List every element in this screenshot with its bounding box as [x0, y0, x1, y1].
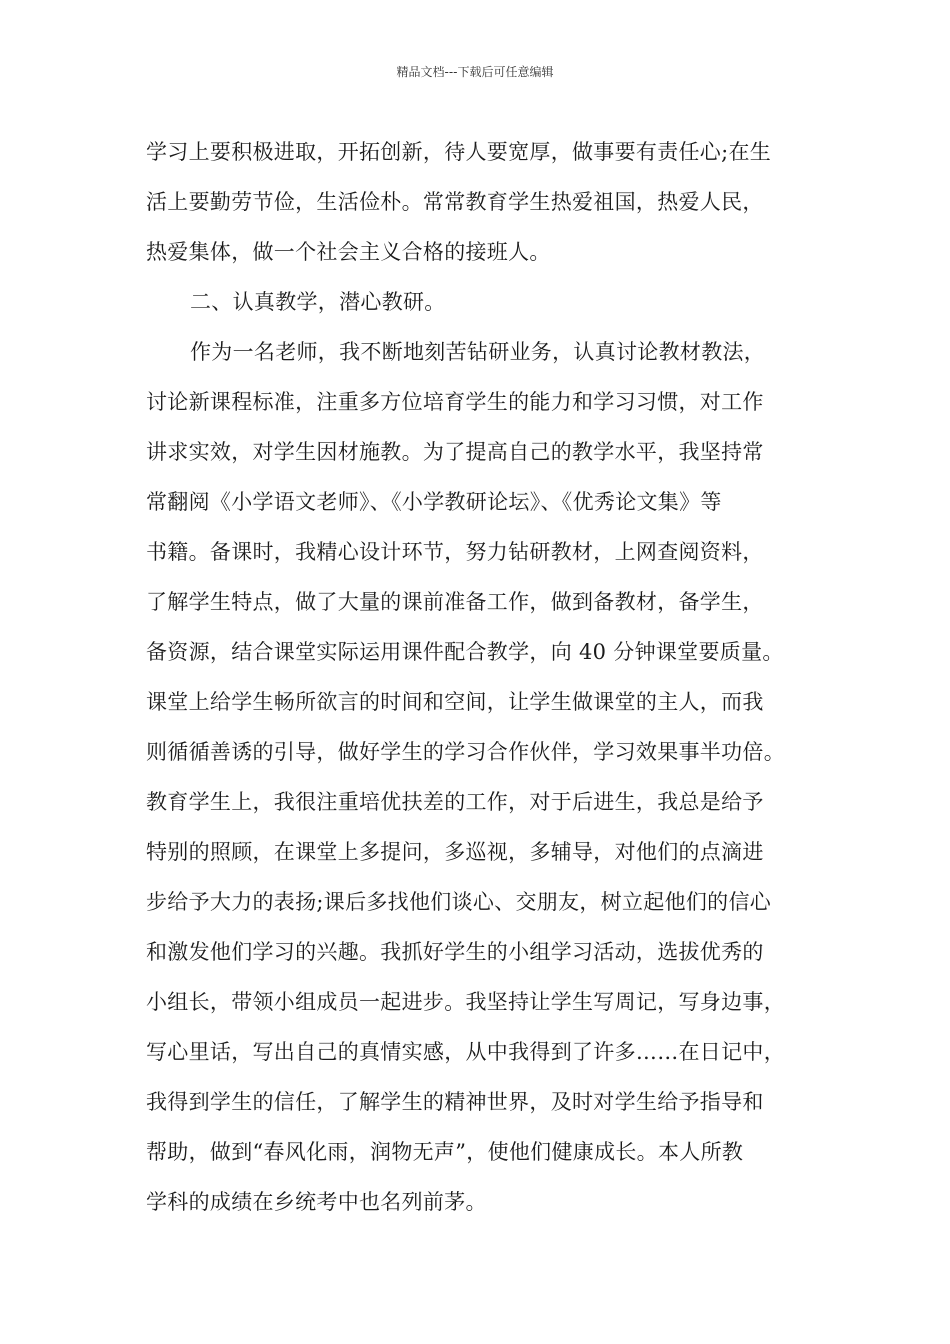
text-line: 课堂上给学生畅所欲言的时间和空间，让学生做课堂的主人，而我 [146, 690, 764, 714]
text-line: 备资源，结合课堂实际运用课件配合教学，向 40 分钟课堂要质量。 [146, 640, 784, 664]
text-line: 帮助，做到“春风化雨，润物无声”，使他们健康成长。本人所教 [146, 1140, 744, 1164]
text-line: 二、认真教学，潜心教研。 [190, 290, 446, 314]
text-line: 教育学生上，我很注重培优扶差的工作，对于后进生，我总是给予 [146, 790, 764, 814]
text-line: 我得到学生的信任，了解学生的精神世界，及时对学生给予指导和 [146, 1090, 764, 1114]
text-line: 书籍。备课时，我精心设计环节，努力钻研教材，上网查阅资料， [146, 540, 764, 564]
text-line: 写心里话，写出自己的真情实感，从中我得到了许多……在日记中， [146, 1040, 785, 1064]
text-line: 热爱集体，做一个社会主义合格的接班人。 [146, 240, 551, 264]
page-header: 精品文档---下载后可任意编辑 [396, 65, 554, 79]
text-line: 小组长，带领小组成员一起进步。我坚持让学生写周记，写身边事， [146, 990, 785, 1014]
text-line: 作为一名老师，我不断地刻苦钻研业务，认真讨论教材教法， [190, 340, 766, 364]
text-line: 了解学生特点，做了大量的课前准备工作，做到备教材，备学生， [146, 590, 764, 614]
text-line: 则循循善诱的引导，做好学生的学习合作伙伴，学习效果事半功倍。 [146, 740, 785, 764]
text-line: 常翻阅《小学语文老师》、《小学教研论坛》、《优秀论文集》等 [146, 490, 722, 514]
text-line: 讨论新课程标准，注重多方位培育学生的能力和学习习惯，对工作 [146, 390, 764, 414]
text-line: 特别的照顾，在课堂上多提问，多巡视，多辅导，对他们的点滴进 [146, 840, 764, 864]
text-line: 讲求实效，对学生因材施教。为了提高自己的教学水平，我坚持常 [146, 440, 764, 464]
text-line: 活上要勤劳节俭，生活俭朴。常常教育学生热爱祖国，热爱人民， [146, 190, 764, 214]
text-line: 和激发他们学习的兴趣。我抓好学生的小组学习活动，选拔优秀的 [146, 940, 764, 964]
text-line: 步给予大力的表扬;课后多找他们谈心、交朋友，树立起他们的信心 [146, 890, 772, 914]
document-body [146, 127, 826, 1227]
text-line: 学习上要积极进取，开拓创新，待人要宽厚，做事要有责任心;在生 [146, 140, 772, 164]
text-line: 学科的成绩在乡统考中也名列前茅。 [146, 1190, 487, 1214]
